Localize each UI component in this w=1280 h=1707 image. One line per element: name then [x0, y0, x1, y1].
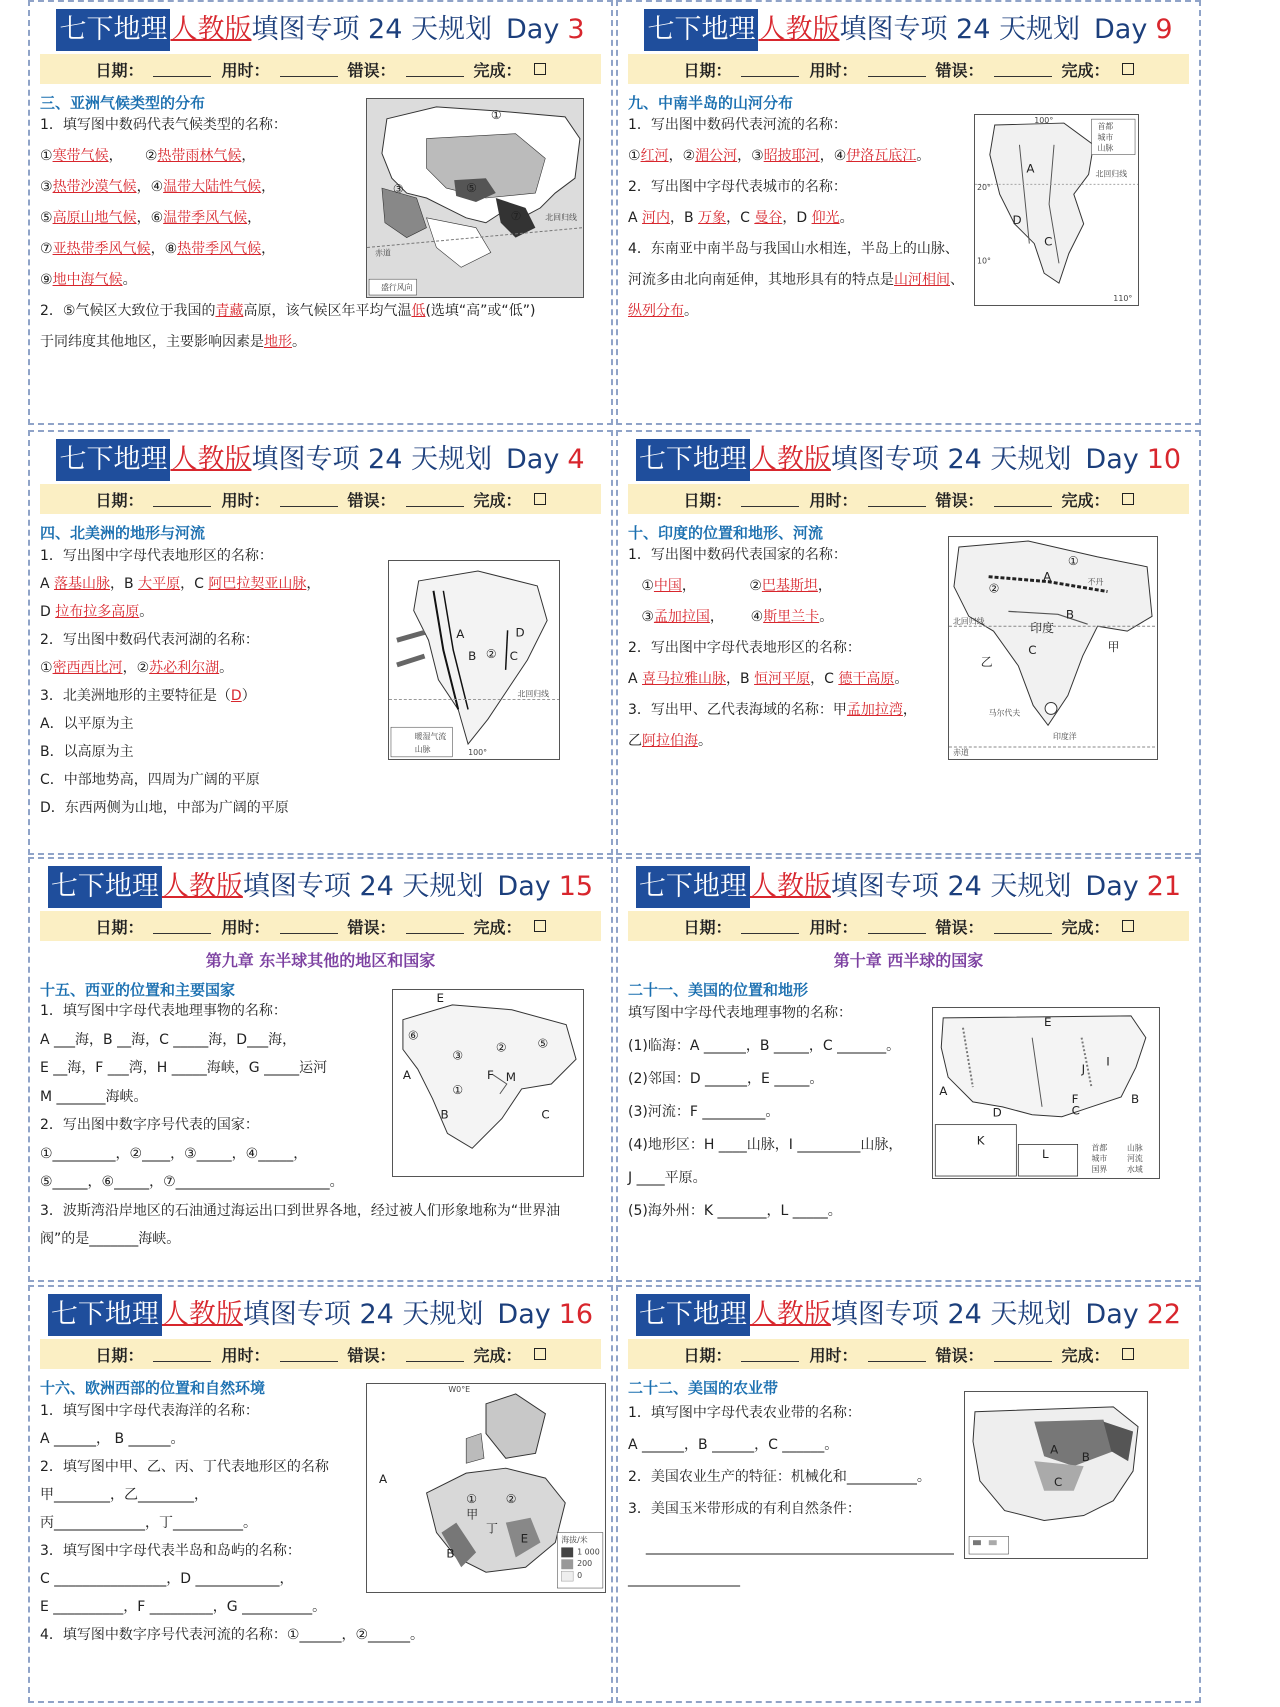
usa-map [932, 1007, 1160, 1179]
svg-text:城市: 城市 [1091, 1154, 1108, 1164]
svg-text:⑤: ⑤ [466, 181, 477, 196]
card-title: 七下地理 人教版 填图专项 24 天规划 Day 21 [618, 865, 1199, 909]
svg-text:山脉: 山脉 [414, 744, 431, 754]
svg-text:F: F [487, 1068, 494, 1083]
card-day-10 [616, 430, 1201, 855]
exercise-body: 1．写出图中数码代表河流的名称： ①红河，②湄公河，③昭披耶河，④伊洛瓦底江。 2．写出图中字母代表城市的名称： A 河内，B 万象，C 曼谷，D 仰光。 4．东南亚中南半岛与我国山水相连，半岛上的山脉、 河流多由北向南延伸，其地形具有的特点是山河相间、 纵列分布。 [628, 117, 964, 319]
svg-text:③: ③ [452, 1048, 464, 1063]
done-checkbox[interactable] [534, 1348, 546, 1360]
svg-text:⑦: ⑦ [510, 208, 522, 223]
svg-text:赤道: 赤道 [952, 747, 969, 757]
svg-text:⑥: ⑥ [407, 1028, 419, 1043]
meta-bar: 日期： 用时： 错误： 完成： [40, 911, 601, 941]
done-checkbox[interactable] [534, 493, 546, 505]
svg-text:A: A [456, 627, 465, 642]
svg-text:首都: 首都 [1097, 121, 1114, 131]
svg-text:山脉: 山脉 [1097, 143, 1114, 153]
svg-text:⑤: ⑤ [537, 1036, 549, 1051]
svg-text:A: A [939, 1083, 948, 1098]
svg-text:L: L [1042, 1147, 1049, 1162]
card-day-16 [28, 1285, 613, 1703]
svg-text:W0°E: W0°E [448, 1384, 471, 1394]
section-title: 十五、西亚的位置和主要国家 [40, 981, 236, 999]
svg-text:A: A [379, 1472, 388, 1487]
svg-text:0: 0 [577, 1571, 583, 1581]
svg-text:赤道: 赤道 [375, 248, 391, 258]
exercise-body: 1．填写图中字母代表海洋的名称： A ______， B ______。 2．填写图中甲、乙、丙、丁代表地形区的名称 甲________，乙________， 丙_____________，丁__________。 3．填写图中字母代表半岛和岛屿的名称： C ________________，D ____________， E __________，F _________，G __________。 4．填写图中数字序号代表河流的名称：①______，②______。 [40, 1403, 425, 1643]
svg-text:C: C [1044, 234, 1053, 249]
svg-text:B: B [1065, 607, 1075, 622]
section-title: 四、北美洲的地形与河流 [40, 524, 206, 542]
svg-text:①: ① [1067, 553, 1079, 568]
indochina-map [974, 114, 1139, 306]
done-checkbox[interactable] [1122, 63, 1134, 75]
card-title: 七下地理 人教版 填图专项 24 天规划 Day 3 [30, 8, 611, 52]
svg-text:B: B [446, 1546, 455, 1561]
svg-text:D: D [1012, 212, 1022, 227]
svg-text:甲: 甲 [466, 1507, 479, 1522]
svg-text:E: E [1044, 1014, 1052, 1029]
svg-text:110°: 110° [1113, 293, 1133, 303]
meta-bar: 日期： 用时： 错误： 完成： [40, 1339, 601, 1369]
svg-text:200: 200 [577, 1559, 593, 1569]
card-title: 七下地理 人教版 填图专项 24 天规划 Day 15 [30, 865, 611, 909]
svg-text:马尔代夫: 马尔代夫 [988, 708, 1021, 718]
chapter-title: 第十章 西半球的国家 [833, 951, 984, 970]
svg-text:B: B [440, 1107, 449, 1122]
svg-text:20°: 20° [976, 183, 991, 193]
svg-text:北回归线: 北回归线 [952, 617, 985, 627]
svg-text:北回归线: 北回归线 [1095, 169, 1128, 179]
svg-text:A: A [1026, 161, 1035, 176]
card-title: 七下地理 人教版 填图专项 24 天规划 Day 4 [30, 438, 611, 482]
svg-text:J: J [1081, 1062, 1086, 1077]
svg-text:盛行风向: 盛行风向 [380, 283, 413, 293]
svg-text:C: C [1071, 1103, 1080, 1118]
svg-text:C: C [509, 649, 518, 663]
svg-text:C: C [1054, 1474, 1063, 1489]
india-map [948, 536, 1158, 760]
svg-text:②: ② [485, 647, 497, 662]
svg-text:C: C [1028, 642, 1037, 657]
svg-text:10°: 10° [976, 256, 991, 266]
meta-bar: 日期： 用时： 错误： 完成： [628, 54, 1189, 84]
svg-text:③: ③ [392, 182, 404, 197]
section-title: 三、亚洲气候类型的分布 [40, 94, 206, 112]
meta-bar: 日期： 用时： 错误： 完成： [628, 911, 1189, 941]
done-checkbox[interactable] [534, 63, 546, 75]
svg-text:城市: 城市 [1097, 132, 1114, 142]
svg-text:北回归线: 北回归线 [517, 689, 550, 699]
svg-text:E: E [520, 1531, 529, 1546]
svg-text:不丹: 不丹 [1087, 577, 1104, 587]
svg-text:A: A [1043, 569, 1052, 584]
svg-text:②: ② [505, 1491, 517, 1506]
svg-text:M: M [505, 1070, 517, 1085]
svg-text:B: B [1081, 1450, 1090, 1465]
svg-text:乙: 乙 [980, 654, 993, 669]
meta-bar: 日期： 用时： 错误： 完成： [40, 484, 601, 514]
svg-text:甲: 甲 [1107, 639, 1120, 654]
svg-text:山脉: 山脉 [1127, 1143, 1143, 1153]
chapter-title: 第九章 东半球其他的地区和国家 [205, 951, 436, 970]
svg-text:②: ② [495, 1040, 507, 1055]
west-asia-map [392, 989, 584, 1177]
svg-text:100°: 100° [468, 747, 488, 757]
svg-text:印度洋: 印度洋 [1053, 732, 1077, 742]
card-title: 七下地理 人教版 填图专项 24 天规划 Day 22 [618, 1293, 1199, 1337]
exercise-body: 1．填写图中数码代表气候类型的名称： ①寒带气候， ②热带雨林气候， ③热带沙漠气候，④温带大陆性气候， ⑤高原山地气候，⑥温带季风气候， ⑦亚热带季风气候，⑧热带季风气候， ⑨地中海气候。 2．⑤气候区大致位于我国的青藏高原，该气候区年平均气温低(选填“高”或“低”) 于同纬度其他地区，主要影响因素是地形。 [40, 117, 536, 350]
svg-text:D: D [515, 625, 525, 640]
svg-text:北回归线: 北回归线 [545, 212, 577, 222]
exercise-body: 1．填写图中字母代表地理事物的名称： A ___海，B __海，C _____海，D___海， E __海，F ___湾，H _____海峡，G _____运河 M _______海峡。 2．写出图中数字序号代表的国家： ①_________，②____，③_____，④_____， ⑤_____，⑥_____，⑦______________________。 3．波斯湾沿岸地区的石油通过海运出口到世界各地，经过被人们形象地称为“世界油 阀”的是_______海峡。 [40, 1003, 561, 1247]
svg-text:B: B [1131, 1091, 1140, 1106]
north-america-map [388, 560, 560, 760]
done-checkbox[interactable] [1122, 493, 1134, 505]
usa-agriculture-map [964, 1391, 1148, 1559]
exercise-body: 填写图中字母代表地理事物的名称： (1)临海：A ______，B _____，C _______。 (2)邻国：D ______，E _____。 (3)河流：F _________。 (4)地形区：H ____山脉，I _________山脉， J ____平原。 (5)海外州：K _______，L _____。 [628, 1005, 903, 1219]
exercise-body: 1．写出图中数码代表国家的名称： ①中国， ②巴基斯坦， ③孟加拉国， ④斯里兰卡。 2．写出图中字母代表地形区的名称： A 喜马拉雅山脉，B 恒河平原，C 德干高原。 3．写出甲、乙代表海域的名称：甲孟加拉湾， 乙阿拉伯海。 [628, 547, 917, 749]
svg-text:①: ① [466, 1491, 477, 1506]
svg-text:②: ② [988, 581, 1000, 596]
section-title: 九、中南半岛的山河分布 [628, 94, 794, 112]
svg-text:河流: 河流 [1127, 1154, 1143, 1164]
svg-text:100°: 100° [1034, 116, 1054, 126]
svg-text:海拔/米: 海拔/米 [561, 1535, 588, 1545]
done-checkbox[interactable] [534, 920, 546, 932]
svg-text:丁: 丁 [486, 1521, 498, 1536]
card-title: 七下地理 人教版 填图专项 24 天规划 Day 16 [30, 1293, 611, 1337]
done-checkbox[interactable] [1122, 1348, 1134, 1360]
section-title: 十、印度的位置和地形、河流 [628, 524, 824, 542]
svg-text:F: F [1071, 1091, 1079, 1106]
section-title: 十六、欧洲西部的位置和自然环境 [40, 1379, 266, 1397]
asia-climate-map [366, 98, 584, 298]
svg-text:①: ① [452, 1082, 464, 1097]
svg-text:国界: 国界 [1091, 1165, 1108, 1175]
svg-text:B: B [468, 649, 477, 663]
card-day-22 [616, 1285, 1201, 1703]
svg-text:印度: 印度 [1030, 621, 1054, 636]
svg-text:A: A [1050, 1442, 1059, 1457]
meta-bar: 日期： 用时： 错误： 完成： [40, 54, 601, 84]
svg-text:1 000: 1 000 [577, 1547, 600, 1557]
section-title: 二十一、美国的位置和地形 [628, 981, 809, 999]
card-day-4 [28, 430, 613, 855]
card-title: 七下地理 人教版 填图专项 24 天规划 Day 10 [618, 438, 1199, 482]
svg-text:①: ① [490, 107, 502, 122]
svg-text:D: D [992, 1105, 1002, 1120]
svg-text:水域: 水域 [1127, 1165, 1143, 1175]
svg-text:A: A [402, 1068, 412, 1083]
card-day-9 [616, 0, 1201, 425]
svg-text:K: K [976, 1133, 985, 1148]
exercise-body: 1．写出图中字母代表地形区的名称： A 落基山脉，B 大平原，C 阿巴拉契亚山脉， D 拉布拉多高原。 2．写出图中数码代表河湖的名称： ①密西西比河，②苏必利尔湖。 3．北美洲地形的主要特征是（D） A．以平原为主 B．以高原为主 C．中部地势高，四周为广阔的平原 D．东西两侧为山地，中部为广阔的平原 [40, 548, 321, 816]
section-title: 二十二、美国的农业带 [628, 1379, 779, 1397]
western-europe-map [366, 1383, 606, 1593]
card-day-21 [616, 857, 1201, 1282]
svg-text:C: C [541, 1107, 550, 1122]
svg-text:暖湿气流: 暖湿气流 [414, 732, 447, 742]
exercise-body: 1．填写图中字母代表农业带的名称： A ______，B ______，C ______。 2．美国农业生产的特征：机械化和__________。 3．美国玉米带形成的有利自然条件： ____________________________________________ ________________ [628, 1405, 954, 1587]
card-day-15 [28, 857, 613, 1282]
done-checkbox[interactable] [1122, 920, 1134, 932]
svg-text:I: I [1106, 1054, 1110, 1069]
meta-bar: 日期： 用时： 错误： 完成： [628, 484, 1189, 514]
card-day-3 [28, 0, 613, 425]
svg-text:E: E [436, 990, 445, 1005]
svg-text:首都: 首都 [1091, 1143, 1108, 1153]
card-title: 七下地理 人教版 填图专项 24 天规划 Day 9 [618, 8, 1199, 52]
meta-bar: 日期： 用时： 错误： 完成： [628, 1339, 1189, 1369]
